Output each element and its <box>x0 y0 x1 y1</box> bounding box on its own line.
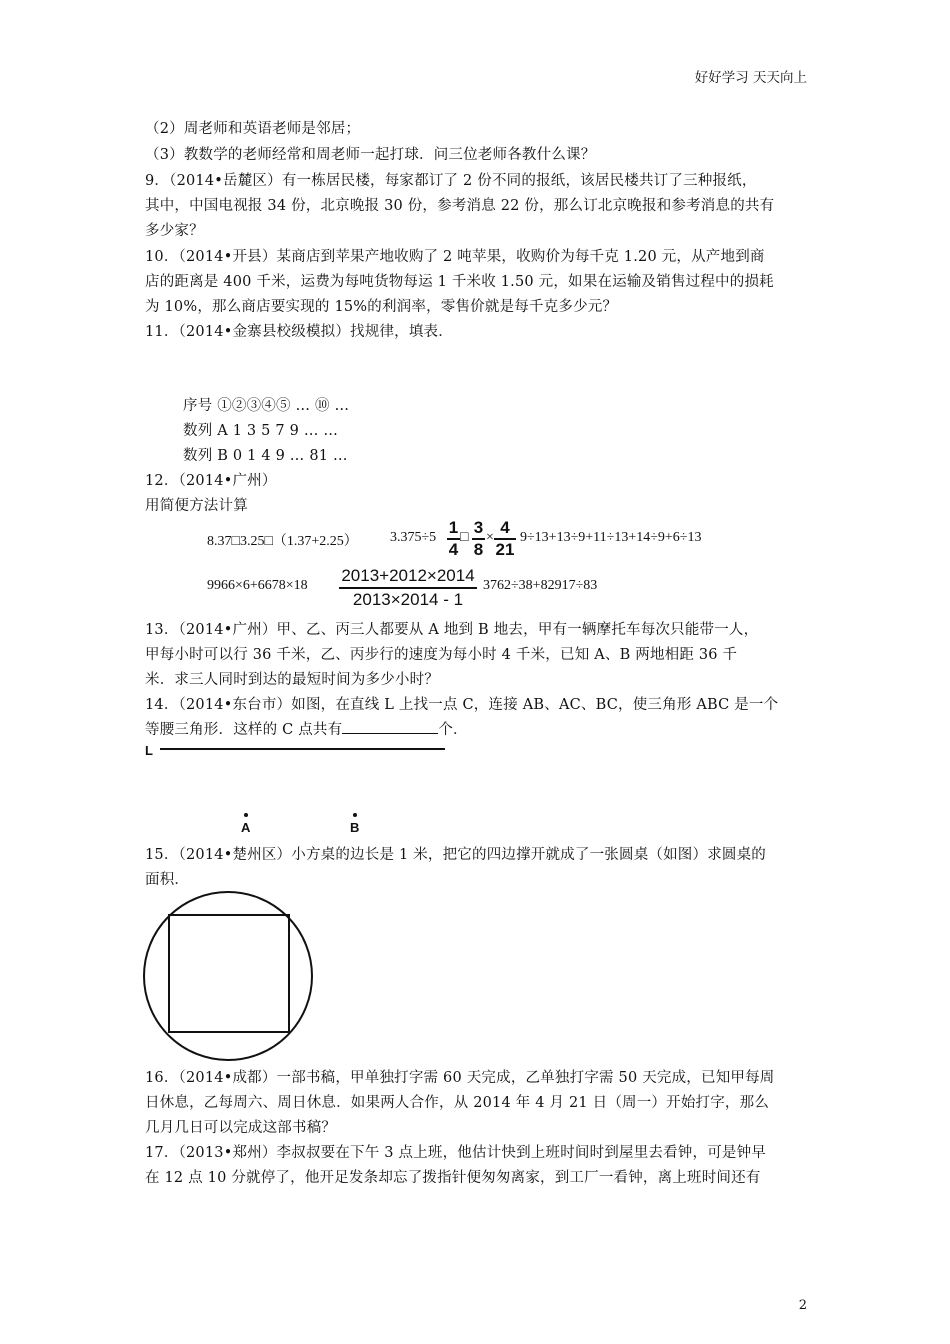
point-b-dot <box>353 813 357 817</box>
question-17: 17．（2013•郑州）李叔叔要在下午 3 点上班，他估计快到上班时间时到屋里去看钟，可是钟早 <box>145 1145 766 1161</box>
question-11: 11．（2014•金寨县校级模拟）找规律，填表． <box>145 324 453 340</box>
question-9: 9．（2014•岳麓区）有一栋居民楼，每家都订了 2 份不同的报纸，该居民楼共订了三种报纸， <box>145 173 757 189</box>
text-line: 其中，中国电视报 34 份，北京晚报 30 份，参考消息 22 份，那么订北京晚报和参考消息的共有 <box>145 198 775 214</box>
answer-blank <box>342 719 438 734</box>
times-sign: × <box>486 530 494 545</box>
fraction-big: 2013+2012×2014 2013×2014 - 1 <box>339 566 477 610</box>
pattern-table-row: 序号 ①②③④⑤ … ⑩ … <box>183 398 350 414</box>
line-l <box>160 748 445 750</box>
text-line: 用简便方法计算 <box>145 498 248 514</box>
fraction-1-4: 1 4 <box>448 518 459 559</box>
text-line: 几月几日可以完成这部书稿？ <box>145 1120 337 1136</box>
text-line: 面积． <box>145 872 190 888</box>
point-a-dot <box>244 813 248 817</box>
text-line: 米．求三人同时到达的最短时间为多少小时？ <box>145 672 439 688</box>
point-b-label: B <box>350 820 360 835</box>
question-13: 13．（2014•广州）甲、乙、丙三人都要从 A 地到 B 地去，甲有一辆摩托车每次只能带一人， <box>145 622 759 638</box>
text-line: 店的距离是 400 千米，运费为每吨货物每运 1 千米收 1.50 元，如果在运输及销售过程中的损耗 <box>145 274 774 290</box>
text-line: （2）周老师和英语老师是邻居； <box>145 121 361 137</box>
header-rule <box>143 88 807 89</box>
square-table <box>169 915 289 1032</box>
text-line: 为 10%，那么商店要实现的 15%的利润率，零售价就是每千克多少元？ <box>145 299 618 315</box>
text-line: （3）教数学的老师经常和周老师一起打球．问三位老师各教什么课？ <box>145 147 596 163</box>
page-header: 好好学习 天天向上 <box>694 70 807 86</box>
question-16: 16．（2014•成都）一部书稿，甲单独打字需 60 天完成，乙单独打字需 50 天完成，已知甲每周 <box>145 1070 775 1086</box>
expression-3: 9÷13+13÷9+11÷13+14÷9+6÷13 <box>520 530 702 545</box>
text-line: 甲每小时可以行 36 千米，乙、丙步行的速度为每小时 4 千米，已知 A、B 两地相距 36 千 <box>145 647 738 663</box>
question-10: 10．（2014•开县）某商店到苹果产地收购了 2 吨苹果，收购价为每千克 1.20 元，从产地到商 <box>145 249 765 265</box>
expression-2: 3.375÷5 <box>390 530 437 545</box>
expression-5: 3762÷38+82917÷83 <box>483 578 598 593</box>
text-line: 在 12 点 10 分就停了，他开足发条却忘了拨指针便匆匆离家，到工厂一看钟，离上班时间还有 <box>145 1170 761 1186</box>
pattern-table-row: 数列 A 1 3 5 7 9 … … <box>183 423 339 439</box>
text-line: 日休息，乙每周六、周日休息．如果两人合作，从 2014 年 4 月 21 日（周一）开始打字，那么 <box>145 1095 770 1111</box>
operator-box: □ <box>460 530 469 545</box>
question-14: 14．（2014•东台市）如图，在直线 L 上找一点 C，连接 AB、AC、BC，使三角形 ABC 是一个 <box>145 697 779 713</box>
fraction-4-21: 4 21 <box>495 518 515 559</box>
text-line: 多少家？ <box>145 223 204 239</box>
circle-square-figure <box>140 890 320 1062</box>
question-12: 12．（2014•广州） <box>145 473 277 489</box>
pattern-table-row: 数列 B 0 1 4 9 … 81 … <box>183 448 348 464</box>
expression-1: 8.37□3.25□（1.37+2.25） <box>207 534 358 549</box>
line-l-label: L <box>145 743 153 758</box>
expression-4: 9966×6+6678×18 <box>207 578 308 593</box>
page-number: 2 <box>798 1298 807 1313</box>
point-a-label: A <box>241 820 251 835</box>
fraction-3-8: 3 8 <box>473 518 484 559</box>
question-15: 15．（2014•楚州区）小方桌的边长是 1 米，把它的四边撑开就成了一张圆桌（如图）求圆桌的 <box>145 847 766 863</box>
text-line: 等腰三角形．这样的 C 点共有 个． <box>145 718 468 739</box>
